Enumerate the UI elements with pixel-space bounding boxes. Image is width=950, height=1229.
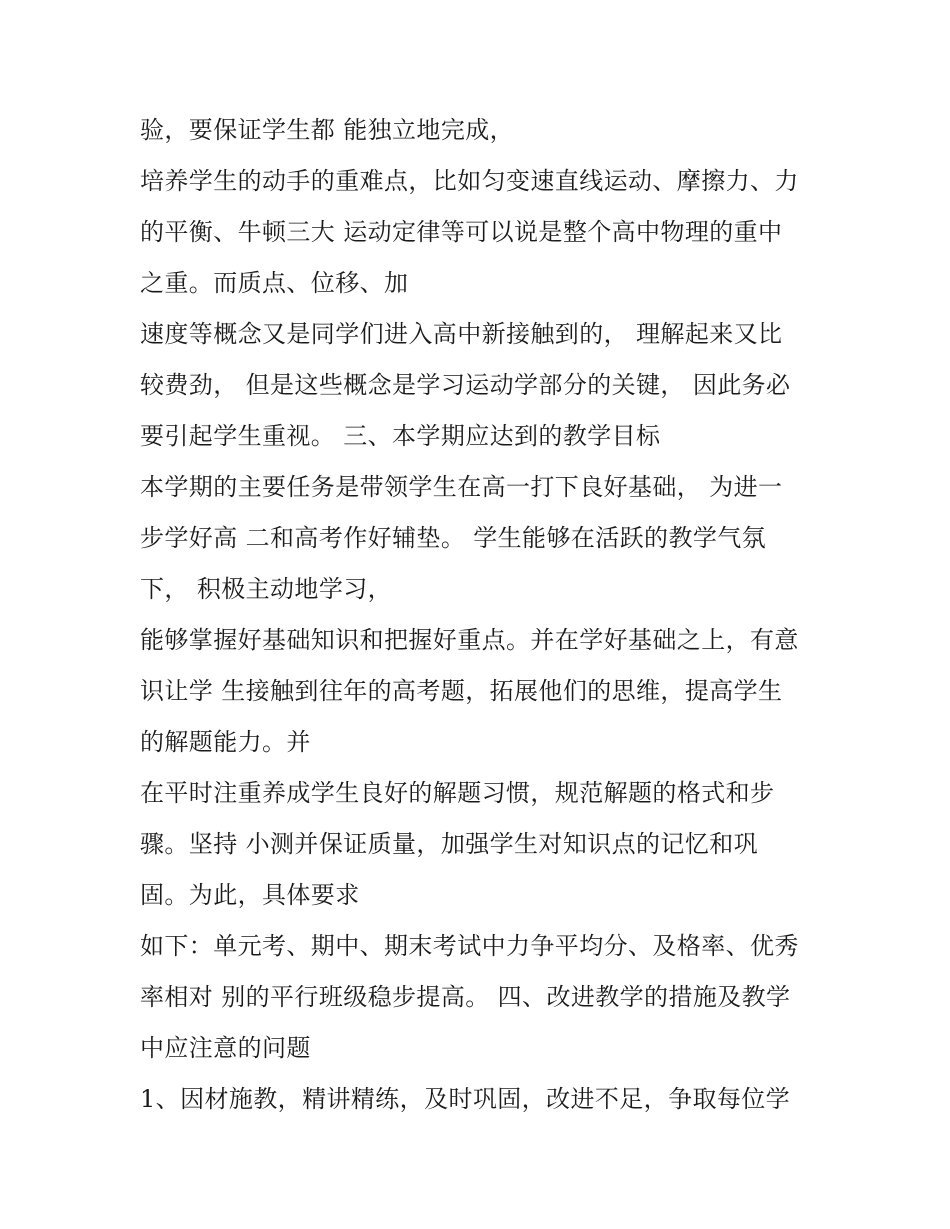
text-line: 本学期的主要任务是带领学生在高一打下良好基础， 为进一 <box>140 473 783 501</box>
text-line: 如下：单元考、期中、期末考试中力争平均分、及格率、优秀 <box>140 932 799 960</box>
text-line: 的平衡、牛顿三大 运动定律等可以说是整个高中物理的重中 <box>140 218 783 246</box>
text-line: 中应注意的问题 <box>140 1034 311 1062</box>
text-line: 步学好高 二和高考作好辅垫。 学生能够在活跃的教学气氛 <box>140 524 767 552</box>
text-line: 1、因材施教，精讲精练，及时巩固，改进不足，争取每位学 <box>140 1085 791 1113</box>
text-line: 率相对 别的平行班级稳步提高。 四、改进教学的措施及教学 <box>140 983 791 1011</box>
text-line: 要引起学生重视。 三、本学期应达到的教学目标 <box>140 422 661 450</box>
text-line: 下， 积极主动地学习， <box>140 575 393 603</box>
body-text <box>140 105 840 1125</box>
text-line: 骤。坚持 小测并保证质量，加强学生对知识点的记忆和巩 <box>140 830 759 858</box>
text-line: 培养学生的动手的重难点，比如匀变速直线运动、摩擦力、力 <box>140 167 799 195</box>
text-line: 之重。而质点、位移、加 <box>140 269 409 297</box>
text-line: 识让学 生接触到往年的高考题，拓展他们的思维，提高学生 <box>140 677 783 705</box>
text-line: 较费劲， 但是这些概念是学习运动学部分的关键， 因此务必 <box>140 371 791 399</box>
text-line: 速度等概念又是同学们进入高中新接触到的， 理解起来又比 <box>140 320 783 348</box>
text-line: 固。为此，具体要求 <box>140 881 360 909</box>
text-line: 能够掌握好基础知识和把握好重点。并在学好基础之上，有意 <box>140 626 799 654</box>
text-line: 的解题能力。并 <box>140 728 311 756</box>
text-line: 在平时注重养成学生良好的解题习惯，规范解题的格式和步 <box>140 779 775 807</box>
text-line: 验，要保证学生都 能独立地完成， <box>140 116 515 144</box>
